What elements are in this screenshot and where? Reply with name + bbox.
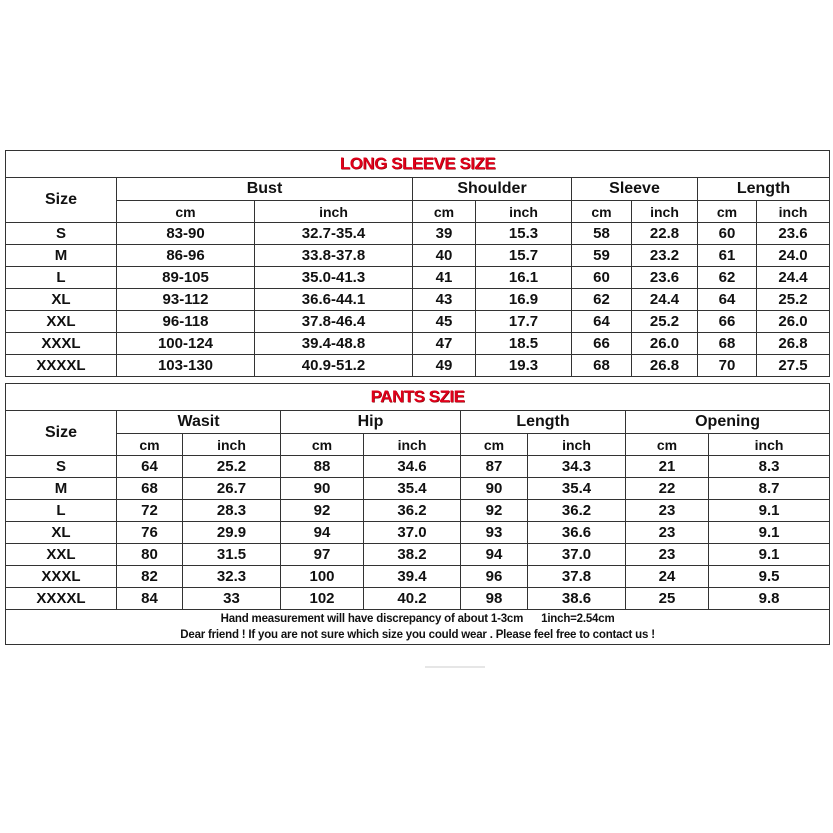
pants-unit-cm: cm bbox=[117, 434, 183, 456]
pants-value-cell: 97 bbox=[281, 544, 364, 566]
pants-size-cell: XXL bbox=[6, 544, 117, 566]
long-sleeve-unit-cm: cm bbox=[698, 201, 757, 223]
long-sleeve-value-cell: 64 bbox=[698, 289, 757, 311]
long-sleeve-group-sleeve: Sleeve bbox=[572, 178, 698, 201]
pants-unit-inch: inch bbox=[528, 434, 626, 456]
pants-value-cell: 39.4 bbox=[364, 566, 461, 588]
pants-value-cell: 21 bbox=[626, 456, 709, 478]
long-sleeve-value-cell: 62 bbox=[572, 289, 632, 311]
pants-value-cell: 87 bbox=[461, 456, 528, 478]
pants-title: PANTS SZIE bbox=[6, 384, 830, 411]
pants-value-cell: 35.4 bbox=[528, 478, 626, 500]
pants-row bbox=[6, 566, 830, 588]
pants-value-cell: 64 bbox=[117, 456, 183, 478]
long-sleeve-row bbox=[6, 289, 830, 311]
pants-value-cell: 94 bbox=[281, 522, 364, 544]
long-sleeve-value-cell: 40 bbox=[413, 245, 476, 267]
long-sleeve-value-cell: 25.2 bbox=[757, 289, 830, 311]
pants-value-cell: 8.7 bbox=[709, 478, 830, 500]
long-sleeve-value-cell: 49 bbox=[413, 355, 476, 377]
long-sleeve-value-cell: 17.7 bbox=[476, 311, 572, 333]
long-sleeve-value-cell: 86-96 bbox=[117, 245, 255, 267]
long-sleeve-size-header: Size bbox=[6, 178, 117, 223]
long-sleeve-unit-inch: inch bbox=[632, 201, 698, 223]
long-sleeve-value-cell: 64 bbox=[572, 311, 632, 333]
long-sleeve-row bbox=[6, 355, 830, 377]
pants-size-cell: XXXXL bbox=[6, 588, 117, 610]
notes-section bbox=[6, 610, 830, 645]
long-sleeve-value-cell: 25.2 bbox=[632, 311, 698, 333]
pants-value-cell: 38.2 bbox=[364, 544, 461, 566]
long-sleeve-value-cell: 58 bbox=[572, 223, 632, 245]
pants-value-cell: 100 bbox=[281, 566, 364, 588]
pants-value-cell: 25 bbox=[626, 588, 709, 610]
pants-value-cell: 31.5 bbox=[183, 544, 281, 566]
pants-value-cell: 88 bbox=[281, 456, 364, 478]
pants-unit-cm: cm bbox=[461, 434, 528, 456]
long-sleeve-size-cell: M bbox=[6, 245, 117, 267]
pants-size-cell: S bbox=[6, 456, 117, 478]
pants-value-cell: 23 bbox=[626, 544, 709, 566]
long-sleeve-unit-inch: inch bbox=[476, 201, 572, 223]
pants-value-cell: 90 bbox=[461, 478, 528, 500]
pants-value-cell: 68 bbox=[117, 478, 183, 500]
measurement-note: Hand measurement will have discrepancy of about 1-3cm 1inch=2.54cm bbox=[220, 613, 615, 625]
long-sleeve-value-cell: 24.0 bbox=[757, 245, 830, 267]
pants-value-cell: 93 bbox=[461, 522, 528, 544]
long-sleeve-value-cell: 60 bbox=[698, 223, 757, 245]
long-sleeve-size-cell: L bbox=[6, 267, 117, 289]
long-sleeve-size-cell: XXL bbox=[6, 311, 117, 333]
pants-row bbox=[6, 544, 830, 566]
long-sleeve-value-cell: 32.7-35.4 bbox=[255, 223, 413, 245]
pants-size-cell: XXXL bbox=[6, 566, 117, 588]
long-sleeve-value-cell: 39.4-48.8 bbox=[255, 333, 413, 355]
long-sleeve-value-cell: 26.8 bbox=[632, 355, 698, 377]
pants-value-cell: 9.1 bbox=[709, 500, 830, 522]
long-sleeve-value-cell: 96-118 bbox=[117, 311, 255, 333]
long-sleeve-size-cell: XXXXL bbox=[6, 355, 117, 377]
long-sleeve-value-cell: 66 bbox=[572, 333, 632, 355]
long-sleeve-unit-inch: inch bbox=[757, 201, 830, 223]
pants-value-cell: 80 bbox=[117, 544, 183, 566]
long-sleeve-value-cell: 40.9-51.2 bbox=[255, 355, 413, 377]
long-sleeve-value-cell: 60 bbox=[572, 267, 632, 289]
pants-group-opening: Opening bbox=[626, 411, 830, 434]
pants-value-cell: 72 bbox=[117, 500, 183, 522]
size-chart-table bbox=[5, 150, 830, 377]
pants-value-cell: 37.0 bbox=[364, 522, 461, 544]
pants-size-cell: XL bbox=[6, 522, 117, 544]
pants-value-cell: 82 bbox=[117, 566, 183, 588]
pants-table bbox=[5, 383, 830, 645]
pants-unit-inch: inch bbox=[709, 434, 830, 456]
long-sleeve-value-cell: 24.4 bbox=[757, 267, 830, 289]
long-sleeve-row bbox=[6, 223, 830, 245]
pants-value-cell: 8.3 bbox=[709, 456, 830, 478]
long-sleeve-value-cell: 19.3 bbox=[476, 355, 572, 377]
pants-row bbox=[6, 456, 830, 478]
pants-value-cell: 34.6 bbox=[364, 456, 461, 478]
long-sleeve-unit-inch: inch bbox=[255, 201, 413, 223]
long-sleeve-value-cell: 26.0 bbox=[757, 311, 830, 333]
pants-size-cell: M bbox=[6, 478, 117, 500]
long-sleeve-title: LONG SLEEVE SIZE bbox=[6, 151, 830, 178]
long-sleeve-value-cell: 26.0 bbox=[632, 333, 698, 355]
pants-value-cell: 34.3 bbox=[528, 456, 626, 478]
long-sleeve-value-cell: 27.5 bbox=[757, 355, 830, 377]
long-sleeve-value-cell: 59 bbox=[572, 245, 632, 267]
long-sleeve-value-cell: 23.2 bbox=[632, 245, 698, 267]
pants-value-cell: 23 bbox=[626, 500, 709, 522]
pants-value-cell: 26.7 bbox=[183, 478, 281, 500]
pants-value-cell: 28.3 bbox=[183, 500, 281, 522]
long-sleeve-group-bust: Bust bbox=[117, 178, 413, 201]
long-sleeve-value-cell: 100-124 bbox=[117, 333, 255, 355]
notes-cell bbox=[6, 610, 830, 645]
long-sleeve-value-cell: 68 bbox=[572, 355, 632, 377]
pants-group-hip: Hip bbox=[281, 411, 461, 434]
pants-row bbox=[6, 500, 830, 522]
pants-unit-cm: cm bbox=[626, 434, 709, 456]
long-sleeve-value-cell: 61 bbox=[698, 245, 757, 267]
long-sleeve-value-cell: 37.8-46.4 bbox=[255, 311, 413, 333]
pants-value-cell: 37.0 bbox=[528, 544, 626, 566]
long-sleeve-row bbox=[6, 267, 830, 289]
long-sleeve-unit-row bbox=[6, 201, 830, 223]
pants-unit-cm: cm bbox=[281, 434, 364, 456]
pants-value-cell: 37.8 bbox=[528, 566, 626, 588]
long-sleeve-value-cell: 70 bbox=[698, 355, 757, 377]
pants-size-header: Size bbox=[6, 411, 117, 456]
long-sleeve-value-cell: 15.3 bbox=[476, 223, 572, 245]
pants-unit-inch: inch bbox=[364, 434, 461, 456]
pants-value-cell: 36.2 bbox=[528, 500, 626, 522]
pants-value-cell: 92 bbox=[281, 500, 364, 522]
pants-value-cell: 29.9 bbox=[183, 522, 281, 544]
long-sleeve-value-cell: 89-105 bbox=[117, 267, 255, 289]
long-sleeve-size-cell: XXXL bbox=[6, 333, 117, 355]
long-sleeve-value-cell: 16.9 bbox=[476, 289, 572, 311]
pants-value-cell: 98 bbox=[461, 588, 528, 610]
long-sleeve-value-cell: 33.8-37.8 bbox=[255, 245, 413, 267]
long-sleeve-value-cell: 22.8 bbox=[632, 223, 698, 245]
long-sleeve-value-cell: 36.6-44.1 bbox=[255, 289, 413, 311]
pants-value-cell: 22 bbox=[626, 478, 709, 500]
scan-artifact bbox=[425, 666, 485, 668]
long-sleeve-value-cell: 62 bbox=[698, 267, 757, 289]
pants-value-cell: 38.6 bbox=[528, 588, 626, 610]
long-sleeve-row bbox=[6, 333, 830, 355]
pants-value-cell: 36.6 bbox=[528, 522, 626, 544]
long-sleeve-value-cell: 103-130 bbox=[117, 355, 255, 377]
pants-unit-row bbox=[6, 434, 830, 456]
pants-value-cell: 35.4 bbox=[364, 478, 461, 500]
long-sleeve-unit-cm: cm bbox=[117, 201, 255, 223]
long-sleeve-value-cell: 93-112 bbox=[117, 289, 255, 311]
pants-group-waist: Wasit bbox=[117, 411, 281, 434]
pants-value-cell: 9.1 bbox=[709, 522, 830, 544]
pants-value-cell: 102 bbox=[281, 588, 364, 610]
pants-group-length: Length bbox=[461, 411, 626, 434]
pants-value-cell: 25.2 bbox=[183, 456, 281, 478]
contact-note: Dear friend ! If you are not sure which size you could wear . Please feel free to contact us ! bbox=[180, 629, 655, 641]
long-sleeve-section bbox=[6, 151, 830, 377]
long-sleeve-value-cell: 15.7 bbox=[476, 245, 572, 267]
size-chart bbox=[5, 150, 829, 645]
pants-value-cell: 92 bbox=[461, 500, 528, 522]
pants-value-cell: 32.3 bbox=[183, 566, 281, 588]
long-sleeve-unit-cm: cm bbox=[413, 201, 476, 223]
pants-row bbox=[6, 588, 830, 610]
pants-value-cell: 9.5 bbox=[709, 566, 830, 588]
pants-value-cell: 84 bbox=[117, 588, 183, 610]
long-sleeve-value-cell: 16.1 bbox=[476, 267, 572, 289]
long-sleeve-value-cell: 83-90 bbox=[117, 223, 255, 245]
long-sleeve-size-cell: XL bbox=[6, 289, 117, 311]
pants-value-cell: 40.2 bbox=[364, 588, 461, 610]
long-sleeve-value-cell: 45 bbox=[413, 311, 476, 333]
long-sleeve-value-cell: 41 bbox=[413, 267, 476, 289]
long-sleeve-size-cell: S bbox=[6, 223, 117, 245]
pants-unit-inch: inch bbox=[183, 434, 281, 456]
pants-value-cell: 90 bbox=[281, 478, 364, 500]
long-sleeve-group-length: Length bbox=[698, 178, 830, 201]
pants-value-cell: 94 bbox=[461, 544, 528, 566]
pants-value-cell: 23 bbox=[626, 522, 709, 544]
long-sleeve-value-cell: 68 bbox=[698, 333, 757, 355]
long-sleeve-row bbox=[6, 311, 830, 333]
long-sleeve-unit-cm: cm bbox=[572, 201, 632, 223]
long-sleeve-value-cell: 35.0-41.3 bbox=[255, 267, 413, 289]
long-sleeve-value-cell: 47 bbox=[413, 333, 476, 355]
pants-value-cell: 96 bbox=[461, 566, 528, 588]
long-sleeve-value-cell: 43 bbox=[413, 289, 476, 311]
long-sleeve-group-shoulder: Shoulder bbox=[413, 178, 572, 201]
pants-row bbox=[6, 478, 830, 500]
long-sleeve-value-cell: 24.4 bbox=[632, 289, 698, 311]
long-sleeve-value-cell: 66 bbox=[698, 311, 757, 333]
pants-value-cell: 36.2 bbox=[364, 500, 461, 522]
pants-size-cell: L bbox=[6, 500, 117, 522]
long-sleeve-value-cell: 18.5 bbox=[476, 333, 572, 355]
long-sleeve-value-cell: 26.8 bbox=[757, 333, 830, 355]
pants-row bbox=[6, 522, 830, 544]
pants-value-cell: 9.8 bbox=[709, 588, 830, 610]
pants-value-cell: 76 bbox=[117, 522, 183, 544]
long-sleeve-value-cell: 39 bbox=[413, 223, 476, 245]
pants-value-cell: 9.1 bbox=[709, 544, 830, 566]
long-sleeve-row bbox=[6, 245, 830, 267]
long-sleeve-value-cell: 23.6 bbox=[757, 223, 830, 245]
pants-value-cell: 24 bbox=[626, 566, 709, 588]
pants-value-cell: 33 bbox=[183, 588, 281, 610]
long-sleeve-value-cell: 23.6 bbox=[632, 267, 698, 289]
pants-section bbox=[6, 384, 830, 610]
